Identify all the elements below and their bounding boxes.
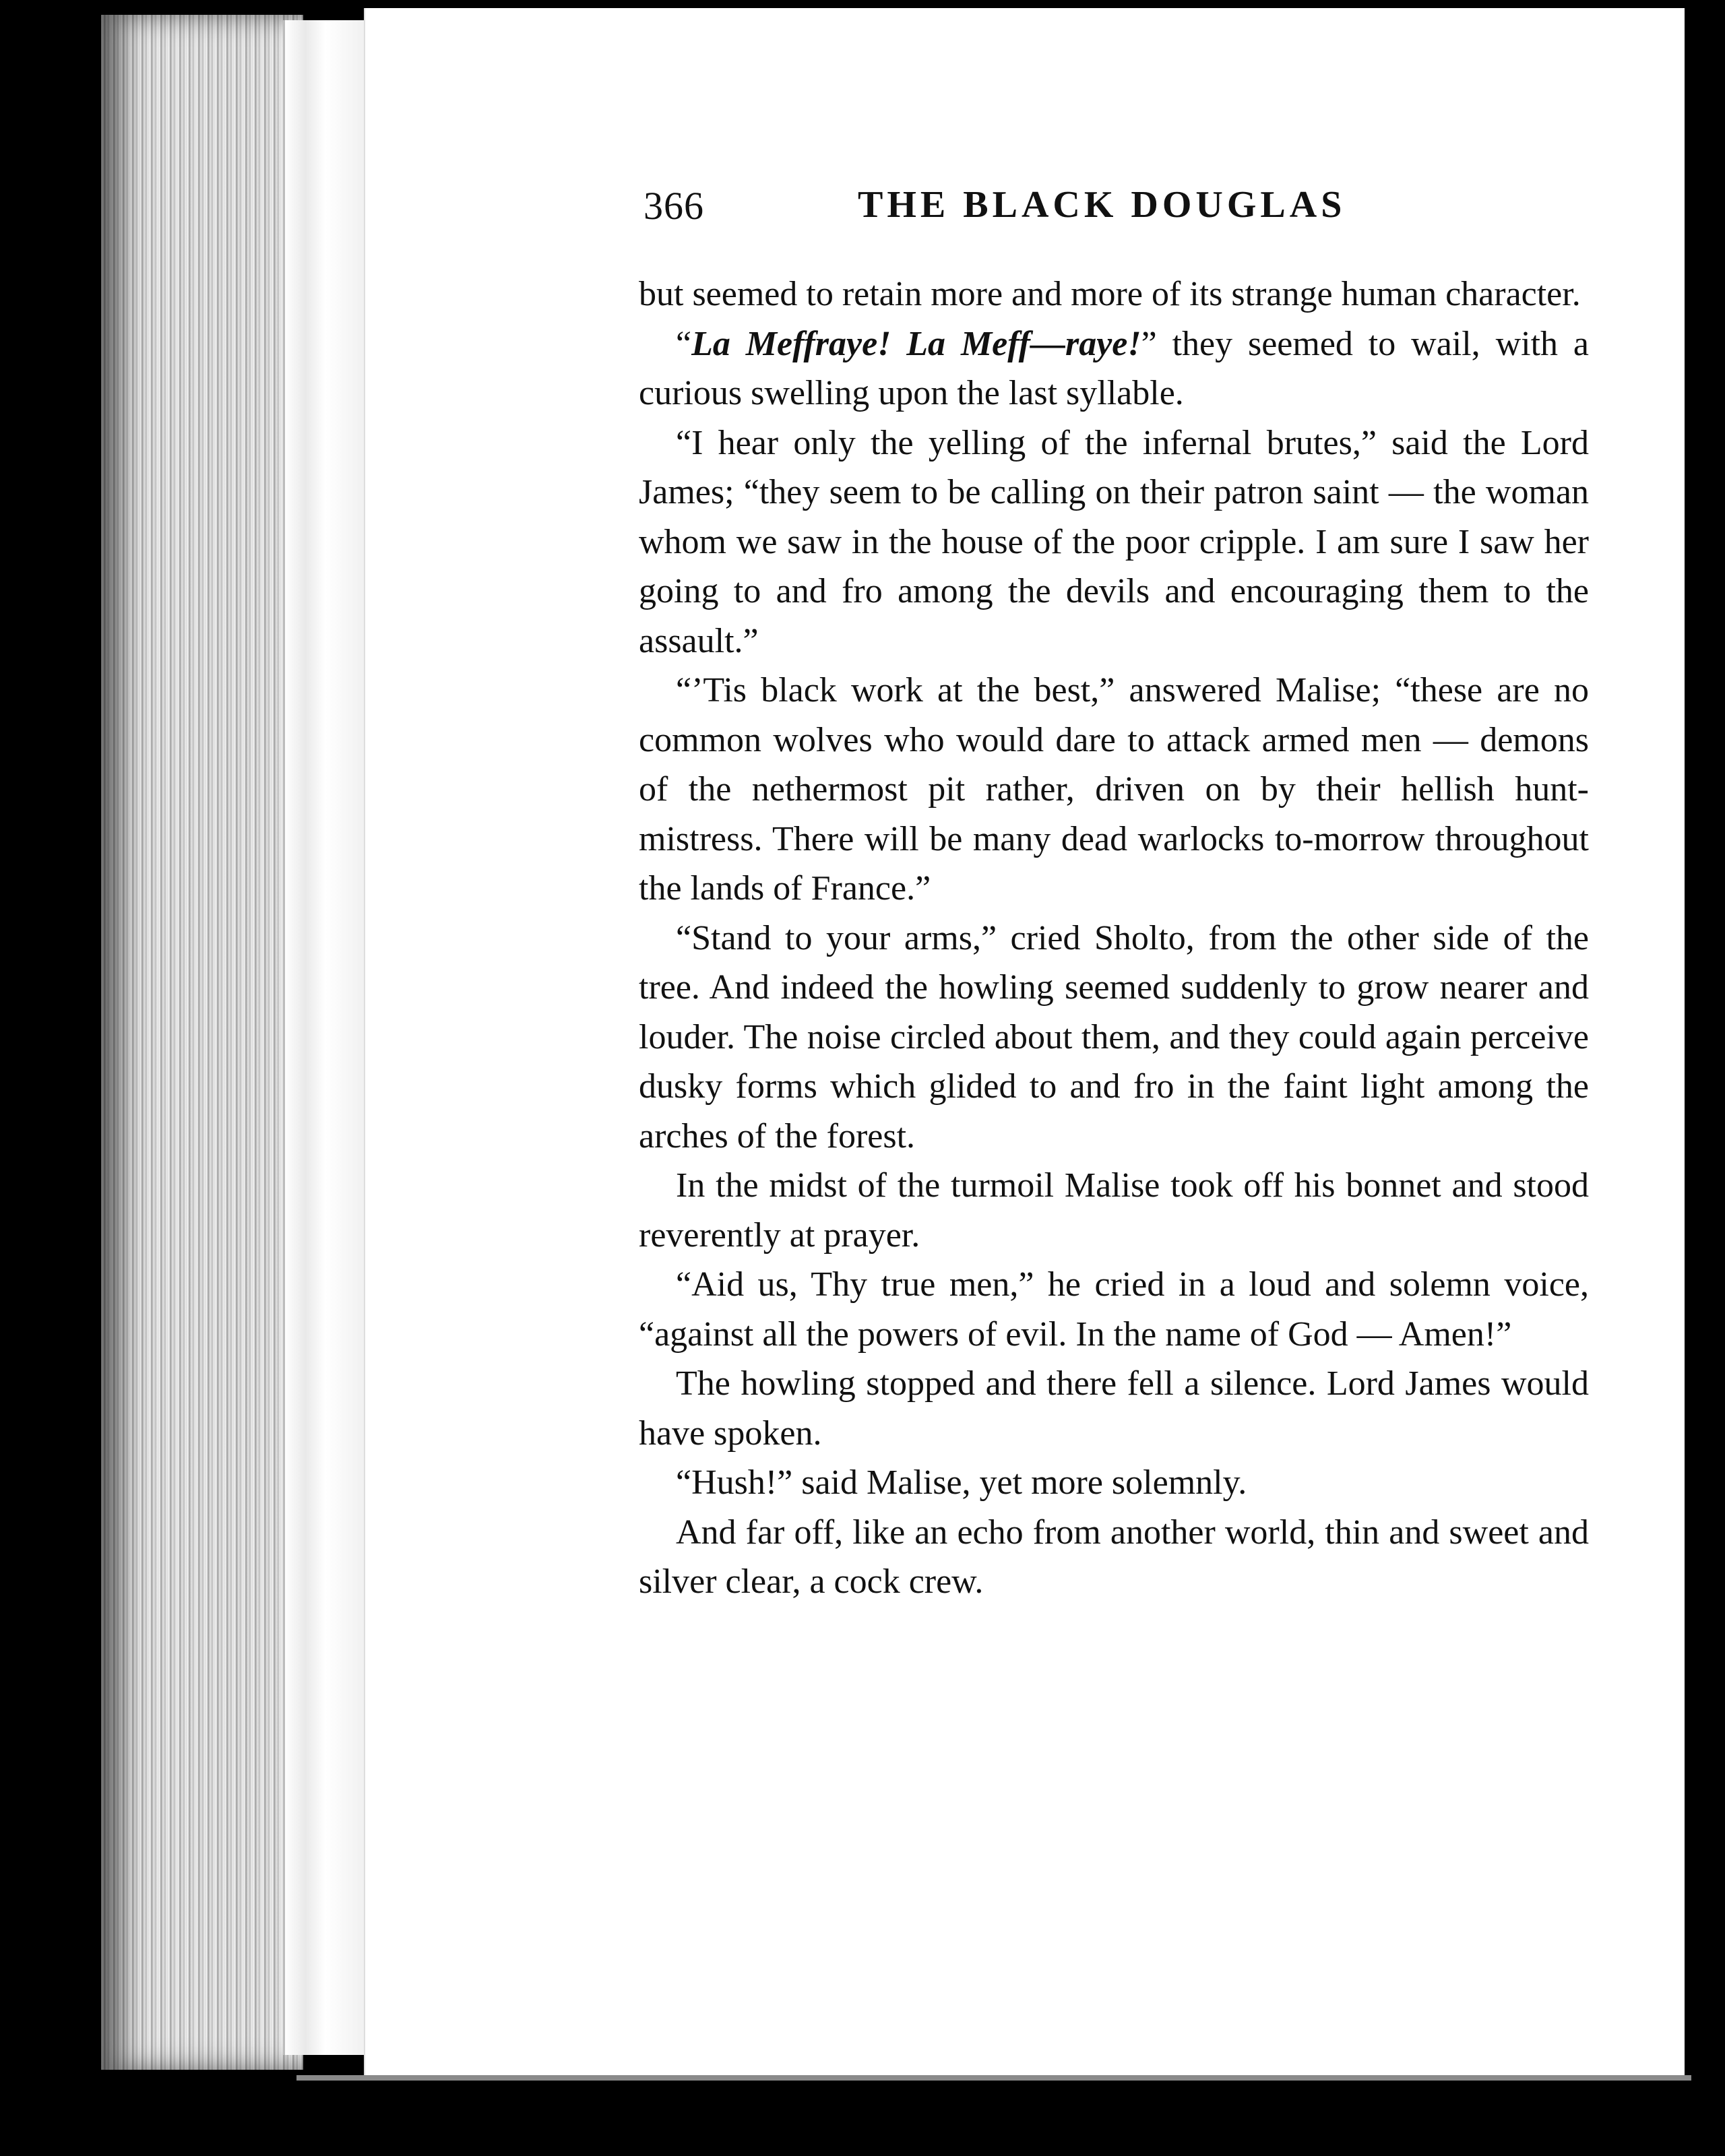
book-page-edges [101, 15, 303, 2070]
paragraph: “Aid us, Thy true men,” he cried in a loud and solemn voice, “against all the powers of evil. In the name of God — Amen!” [639, 1265, 1589, 1354]
paragraph: “’Tis black work at the best,” answered Malise; “these are no common wolves who would dare to attack armed men — demons of the nethermost pit rather, driven on by their hellish hunt-mistress. There will be many dead warlocks to-morrow throughout the lands of France.” [639, 671, 1589, 908]
scan-border-right [1685, 0, 1725, 2156]
page-number: 366 [644, 184, 704, 228]
paragraph: The howling stopped and there fell a silence. Lord James would have spoken. [639, 1364, 1589, 1453]
paragraph: “I hear only the yelling of the infernal brutes,” said the Lord James; “they seem to be calling on their patron saint — the woman whom we saw in the house of the poor cripple. I am sure I saw her going to and fro among the devils and encouraging them to the assault.” [639, 423, 1589, 660]
running-head [644, 183, 1385, 237]
paragraph: “Stand to your arms,” cried Sholto, from the other side of the tree. And indeed the howling seemed suddenly to grow nearer and louder. The noise circled about them, and they could again perceive dusky forms which glided to and fro in the faint light among the arches of the forest. [639, 918, 1589, 1155]
book-page-edge-strip [283, 20, 366, 2055]
quote-open: “ [676, 324, 692, 363]
scan-border-bottom [296, 2075, 1691, 2081]
paragraph: In the midst of the turmoil Malise took off his bonnet and stood reverently at prayer. [639, 1166, 1589, 1255]
paragraph: “Hush!” said Malise, yet more solemnly. [676, 1463, 1247, 1502]
body-text [639, 270, 1589, 1607]
paragraph: but seemed to retain more and more of its strange human character. [639, 275, 1581, 313]
paragraph [639, 319, 1589, 418]
italic-quote: La Meffraye! La Meff—raye! [691, 324, 1141, 363]
quote-rest: ” they seemed to wail, with a curious swelling upon the last syllable. [639, 324, 1589, 412]
book-title: THE BLACK DOUGLAS [858, 184, 1346, 226]
paragraph: And far off, like an echo from another world, thin and sweet and silver clear, a cock crew. [639, 1513, 1589, 1601]
